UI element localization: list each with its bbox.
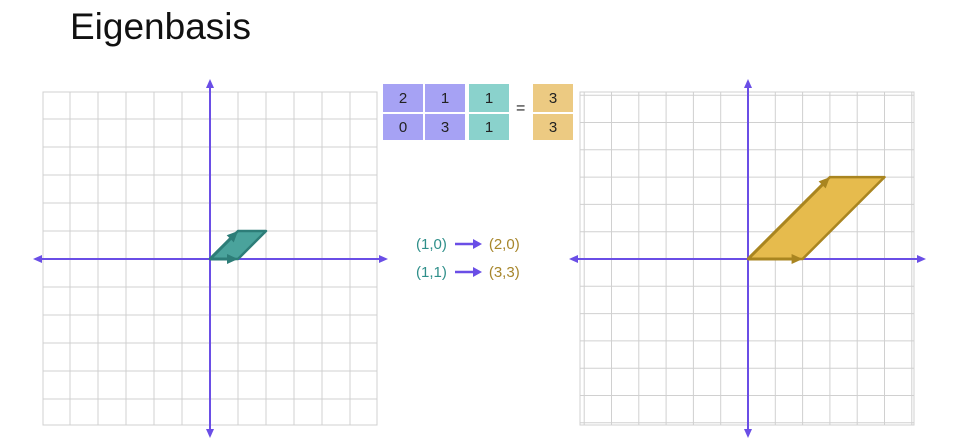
mapping-row	[416, 233, 520, 255]
mapping-to: (2,0)	[488, 235, 520, 253]
y-axis-bottom-arrowhead	[744, 429, 752, 438]
right-arrow-icon	[453, 266, 483, 278]
result-cell: 3	[533, 84, 573, 112]
matrix-cell: 3	[425, 114, 465, 140]
equals-sign: =	[516, 100, 526, 117]
matrix-cell: 1	[425, 84, 465, 112]
result-cell: 3	[533, 114, 573, 140]
x-axis-right-arrowhead	[917, 255, 926, 263]
matrix-cell: 2	[383, 84, 423, 112]
mapping-from: (1,1)	[416, 263, 447, 281]
mapping-to: (3,3)	[488, 263, 520, 281]
mapping-row	[416, 261, 520, 283]
slide-title: Eigenbasis	[70, 6, 252, 47]
x-axis-left-arrowhead	[569, 255, 578, 263]
vector-cell: 1	[469, 114, 509, 140]
mapping-from: (1,0)	[416, 235, 447, 253]
y-axis-top-arrowhead	[744, 79, 752, 88]
matrix-cell: 0	[383, 114, 423, 140]
vector-cell: 1	[469, 84, 509, 112]
right-arrow-icon	[453, 238, 483, 250]
